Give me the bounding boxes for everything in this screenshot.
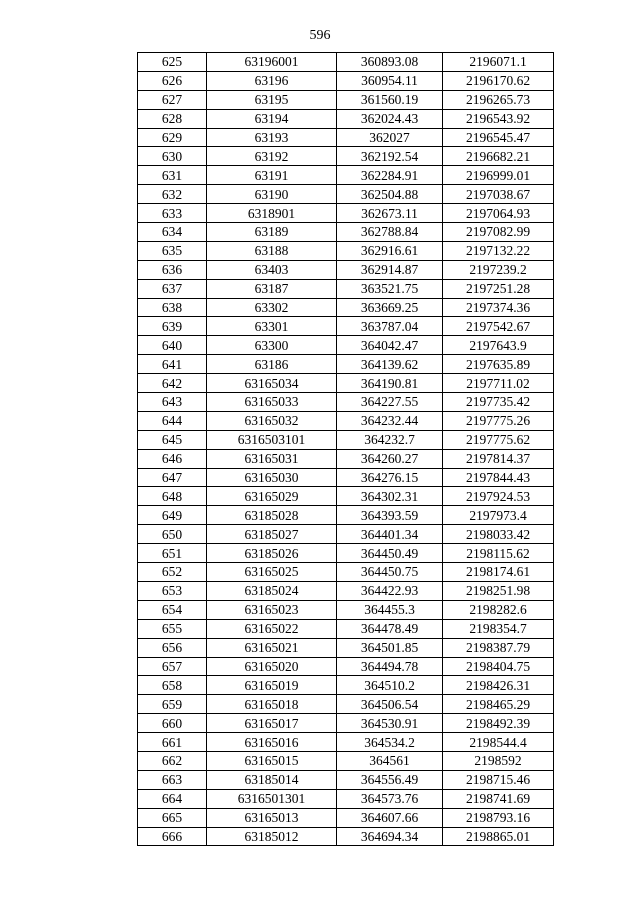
point-id-cell: 63165013 <box>207 808 337 827</box>
x-coordinate-cell: 363787.04 <box>337 317 443 336</box>
x-coordinate-cell: 362916.61 <box>337 241 443 260</box>
y-coordinate-cell: 2197844.43 <box>443 468 554 487</box>
table-row <box>138 336 554 355</box>
y-coordinate-cell: 2198592 <box>443 751 554 770</box>
x-coordinate-cell: 364455.3 <box>337 600 443 619</box>
x-coordinate-cell: 364530.91 <box>337 714 443 733</box>
table-row <box>138 468 554 487</box>
point-id-cell: 63187 <box>207 279 337 298</box>
row-index-cell: 626 <box>138 71 207 90</box>
table-row <box>138 487 554 506</box>
table-row <box>138 619 554 638</box>
table-row <box>138 185 554 204</box>
table-row <box>138 53 554 72</box>
y-coordinate-cell: 2197775.62 <box>443 430 554 449</box>
y-coordinate-cell: 2197239.2 <box>443 260 554 279</box>
point-id-cell: 63165029 <box>207 487 337 506</box>
y-coordinate-cell: 2196543.92 <box>443 109 554 128</box>
point-id-cell: 63191 <box>207 166 337 185</box>
table-row <box>138 544 554 563</box>
row-index-cell: 657 <box>138 657 207 676</box>
y-coordinate-cell: 2197735.42 <box>443 393 554 412</box>
table-row <box>138 695 554 714</box>
x-coordinate-cell: 364573.76 <box>337 789 443 808</box>
y-coordinate-cell: 2198174.61 <box>443 563 554 582</box>
point-id-cell: 63165033 <box>207 393 337 412</box>
point-id-cell: 63194 <box>207 109 337 128</box>
point-id-cell: 63165022 <box>207 619 337 638</box>
x-coordinate-cell: 364422.93 <box>337 581 443 600</box>
x-coordinate-cell: 364232.7 <box>337 430 443 449</box>
table-row <box>138 374 554 393</box>
point-id-cell: 63165034 <box>207 374 337 393</box>
x-coordinate-cell: 364506.54 <box>337 695 443 714</box>
point-id-cell: 63196001 <box>207 53 337 72</box>
x-coordinate-cell: 364042.47 <box>337 336 443 355</box>
x-coordinate-cell: 361560.19 <box>337 90 443 109</box>
table-row <box>138 393 554 412</box>
y-coordinate-cell: 2197082.99 <box>443 223 554 242</box>
x-coordinate-cell: 364556.49 <box>337 770 443 789</box>
point-id-cell: 63186 <box>207 355 337 374</box>
point-id-cell: 6316503101 <box>207 430 337 449</box>
page-number: 596 <box>309 28 331 43</box>
x-coordinate-cell: 364190.81 <box>337 374 443 393</box>
y-coordinate-cell: 2197643.9 <box>443 336 554 355</box>
row-index-cell: 635 <box>138 241 207 260</box>
point-id-cell: 63165019 <box>207 676 337 695</box>
y-coordinate-cell: 2198715.46 <box>443 770 554 789</box>
row-index-cell: 659 <box>138 695 207 714</box>
x-coordinate-cell: 364561 <box>337 751 443 770</box>
table-row <box>138 751 554 770</box>
x-coordinate-cell: 362788.84 <box>337 223 443 242</box>
point-id-cell: 63165030 <box>207 468 337 487</box>
x-coordinate-cell: 362024.43 <box>337 109 443 128</box>
y-coordinate-cell: 2198426.31 <box>443 676 554 695</box>
table-row <box>138 449 554 468</box>
x-coordinate-cell: 364276.15 <box>337 468 443 487</box>
point-id-cell: 63188 <box>207 241 337 260</box>
x-coordinate-cell: 362673.11 <box>337 204 443 223</box>
point-id-cell: 63185012 <box>207 827 337 846</box>
y-coordinate-cell: 2198387.79 <box>443 638 554 657</box>
y-coordinate-cell: 2197064.93 <box>443 204 554 223</box>
table-row <box>138 241 554 260</box>
x-coordinate-cell: 362192.54 <box>337 147 443 166</box>
row-index-cell: 636 <box>138 260 207 279</box>
row-index-cell: 652 <box>138 563 207 582</box>
point-id-cell: 63185028 <box>207 506 337 525</box>
table-row <box>138 563 554 582</box>
table-row <box>138 204 554 223</box>
table-row <box>138 525 554 544</box>
table-row <box>138 827 554 846</box>
x-coordinate-cell: 364401.34 <box>337 525 443 544</box>
row-index-cell: 638 <box>138 298 207 317</box>
y-coordinate-cell: 2198115.62 <box>443 544 554 563</box>
point-id-cell: 63185024 <box>207 581 337 600</box>
point-id-cell: 63165020 <box>207 657 337 676</box>
table-row <box>138 298 554 317</box>
point-id-cell: 63165018 <box>207 695 337 714</box>
row-index-cell: 660 <box>138 714 207 733</box>
point-id-cell: 63193 <box>207 128 337 147</box>
row-index-cell: 643 <box>138 393 207 412</box>
coordinates-table-body <box>138 53 554 846</box>
row-index-cell: 665 <box>138 808 207 827</box>
point-id-cell: 63165031 <box>207 449 337 468</box>
y-coordinate-cell: 2198282.6 <box>443 600 554 619</box>
y-coordinate-cell: 2197542.67 <box>443 317 554 336</box>
table-row <box>138 600 554 619</box>
table-row <box>138 430 554 449</box>
row-index-cell: 647 <box>138 468 207 487</box>
point-id-cell: 63165021 <box>207 638 337 657</box>
table-row <box>138 676 554 695</box>
table-row <box>138 506 554 525</box>
x-coordinate-cell: 364494.78 <box>337 657 443 676</box>
x-coordinate-cell: 364450.75 <box>337 563 443 582</box>
x-coordinate-cell: 362284.91 <box>337 166 443 185</box>
row-index-cell: 625 <box>138 53 207 72</box>
row-index-cell: 655 <box>138 619 207 638</box>
table-row <box>138 279 554 298</box>
y-coordinate-cell: 2198033.42 <box>443 525 554 544</box>
table-row <box>138 128 554 147</box>
x-coordinate-cell: 360954.11 <box>337 71 443 90</box>
y-coordinate-cell: 2196265.73 <box>443 90 554 109</box>
y-coordinate-cell: 2197924.53 <box>443 487 554 506</box>
x-coordinate-cell: 364534.2 <box>337 733 443 752</box>
coordinates-table <box>137 52 554 846</box>
y-coordinate-cell: 2198793.16 <box>443 808 554 827</box>
point-id-cell: 63189 <box>207 223 337 242</box>
point-id-cell: 63196 <box>207 71 337 90</box>
row-index-cell: 664 <box>138 789 207 808</box>
y-coordinate-cell: 2198465.29 <box>443 695 554 714</box>
y-coordinate-cell: 2196170.62 <box>443 71 554 90</box>
y-coordinate-cell: 2197374.36 <box>443 298 554 317</box>
row-index-cell: 632 <box>138 185 207 204</box>
point-id-cell: 63302 <box>207 298 337 317</box>
row-index-cell: 640 <box>138 336 207 355</box>
row-index-cell: 634 <box>138 223 207 242</box>
point-id-cell: 63192 <box>207 147 337 166</box>
y-coordinate-cell: 2197038.67 <box>443 185 554 204</box>
row-index-cell: 629 <box>138 128 207 147</box>
row-index-cell: 639 <box>138 317 207 336</box>
point-id-cell: 63301 <box>207 317 337 336</box>
row-index-cell: 663 <box>138 770 207 789</box>
x-coordinate-cell: 363669.25 <box>337 298 443 317</box>
point-id-cell: 63165015 <box>207 751 337 770</box>
y-coordinate-cell: 2197814.37 <box>443 449 554 468</box>
x-coordinate-cell: 362027 <box>337 128 443 147</box>
y-coordinate-cell: 2198741.69 <box>443 789 554 808</box>
x-coordinate-cell: 364302.31 <box>337 487 443 506</box>
x-coordinate-cell: 364607.66 <box>337 808 443 827</box>
point-id-cell: 6316501301 <box>207 789 337 808</box>
row-index-cell: 649 <box>138 506 207 525</box>
table-row <box>138 714 554 733</box>
row-index-cell: 641 <box>138 355 207 374</box>
y-coordinate-cell: 2198492.39 <box>443 714 554 733</box>
y-coordinate-cell: 2198865.01 <box>443 827 554 846</box>
table-row <box>138 581 554 600</box>
y-coordinate-cell: 2198251.98 <box>443 581 554 600</box>
table-row <box>138 71 554 90</box>
point-id-cell: 63300 <box>207 336 337 355</box>
y-coordinate-cell: 2196999.01 <box>443 166 554 185</box>
table-row <box>138 808 554 827</box>
y-coordinate-cell: 2197775.26 <box>443 411 554 430</box>
table-row <box>138 90 554 109</box>
row-index-cell: 630 <box>138 147 207 166</box>
y-coordinate-cell: 2198544.4 <box>443 733 554 752</box>
row-index-cell: 645 <box>138 430 207 449</box>
point-id-cell: 63190 <box>207 185 337 204</box>
row-index-cell: 631 <box>138 166 207 185</box>
table-row <box>138 260 554 279</box>
table-row <box>138 657 554 676</box>
x-coordinate-cell: 364139.62 <box>337 355 443 374</box>
row-index-cell: 646 <box>138 449 207 468</box>
point-id-cell: 63165016 <box>207 733 337 752</box>
x-coordinate-cell: 364393.59 <box>337 506 443 525</box>
x-coordinate-cell: 363521.75 <box>337 279 443 298</box>
row-index-cell: 650 <box>138 525 207 544</box>
y-coordinate-cell: 2197711.02 <box>443 374 554 393</box>
point-id-cell: 63165017 <box>207 714 337 733</box>
y-coordinate-cell: 2196071.1 <box>443 53 554 72</box>
point-id-cell: 63195 <box>207 90 337 109</box>
y-coordinate-cell: 2197635.89 <box>443 355 554 374</box>
x-coordinate-cell: 360893.08 <box>337 53 443 72</box>
x-coordinate-cell: 364450.49 <box>337 544 443 563</box>
table-row <box>138 355 554 374</box>
y-coordinate-cell: 2197132.22 <box>443 241 554 260</box>
y-coordinate-cell: 2196682.21 <box>443 147 554 166</box>
y-coordinate-cell: 2198354.7 <box>443 619 554 638</box>
row-index-cell: 633 <box>138 204 207 223</box>
row-index-cell: 644 <box>138 411 207 430</box>
y-coordinate-cell: 2197251.28 <box>443 279 554 298</box>
point-id-cell: 63403 <box>207 260 337 279</box>
table-row <box>138 147 554 166</box>
x-coordinate-cell: 364510.2 <box>337 676 443 695</box>
point-id-cell: 63185027 <box>207 525 337 544</box>
x-coordinate-cell: 364694.34 <box>337 827 443 846</box>
x-coordinate-cell: 362504.88 <box>337 185 443 204</box>
point-id-cell: 6318901 <box>207 204 337 223</box>
y-coordinate-cell: 2197973.4 <box>443 506 554 525</box>
point-id-cell: 63165025 <box>207 563 337 582</box>
x-coordinate-cell: 364501.85 <box>337 638 443 657</box>
row-index-cell: 637 <box>138 279 207 298</box>
row-index-cell: 642 <box>138 374 207 393</box>
table-row <box>138 109 554 128</box>
table-row <box>138 223 554 242</box>
table-row <box>138 770 554 789</box>
point-id-cell: 63185026 <box>207 544 337 563</box>
table-row <box>138 317 554 336</box>
x-coordinate-cell: 364227.55 <box>337 393 443 412</box>
row-index-cell: 628 <box>138 109 207 128</box>
table-row <box>138 789 554 808</box>
x-coordinate-cell: 364232.44 <box>337 411 443 430</box>
table-row <box>138 411 554 430</box>
y-coordinate-cell: 2196545.47 <box>443 128 554 147</box>
table-row <box>138 638 554 657</box>
row-index-cell: 666 <box>138 827 207 846</box>
row-index-cell: 648 <box>138 487 207 506</box>
row-index-cell: 662 <box>138 751 207 770</box>
table-row <box>138 733 554 752</box>
x-coordinate-cell: 364260.27 <box>337 449 443 468</box>
row-index-cell: 654 <box>138 600 207 619</box>
row-index-cell: 658 <box>138 676 207 695</box>
row-index-cell: 627 <box>138 90 207 109</box>
point-id-cell: 63165032 <box>207 411 337 430</box>
table-row <box>138 166 554 185</box>
row-index-cell: 661 <box>138 733 207 752</box>
point-id-cell: 63185014 <box>207 770 337 789</box>
row-index-cell: 653 <box>138 581 207 600</box>
point-id-cell: 63165023 <box>207 600 337 619</box>
x-coordinate-cell: 364478.49 <box>337 619 443 638</box>
x-coordinate-cell: 362914.87 <box>337 260 443 279</box>
row-index-cell: 656 <box>138 638 207 657</box>
row-index-cell: 651 <box>138 544 207 563</box>
y-coordinate-cell: 2198404.75 <box>443 657 554 676</box>
